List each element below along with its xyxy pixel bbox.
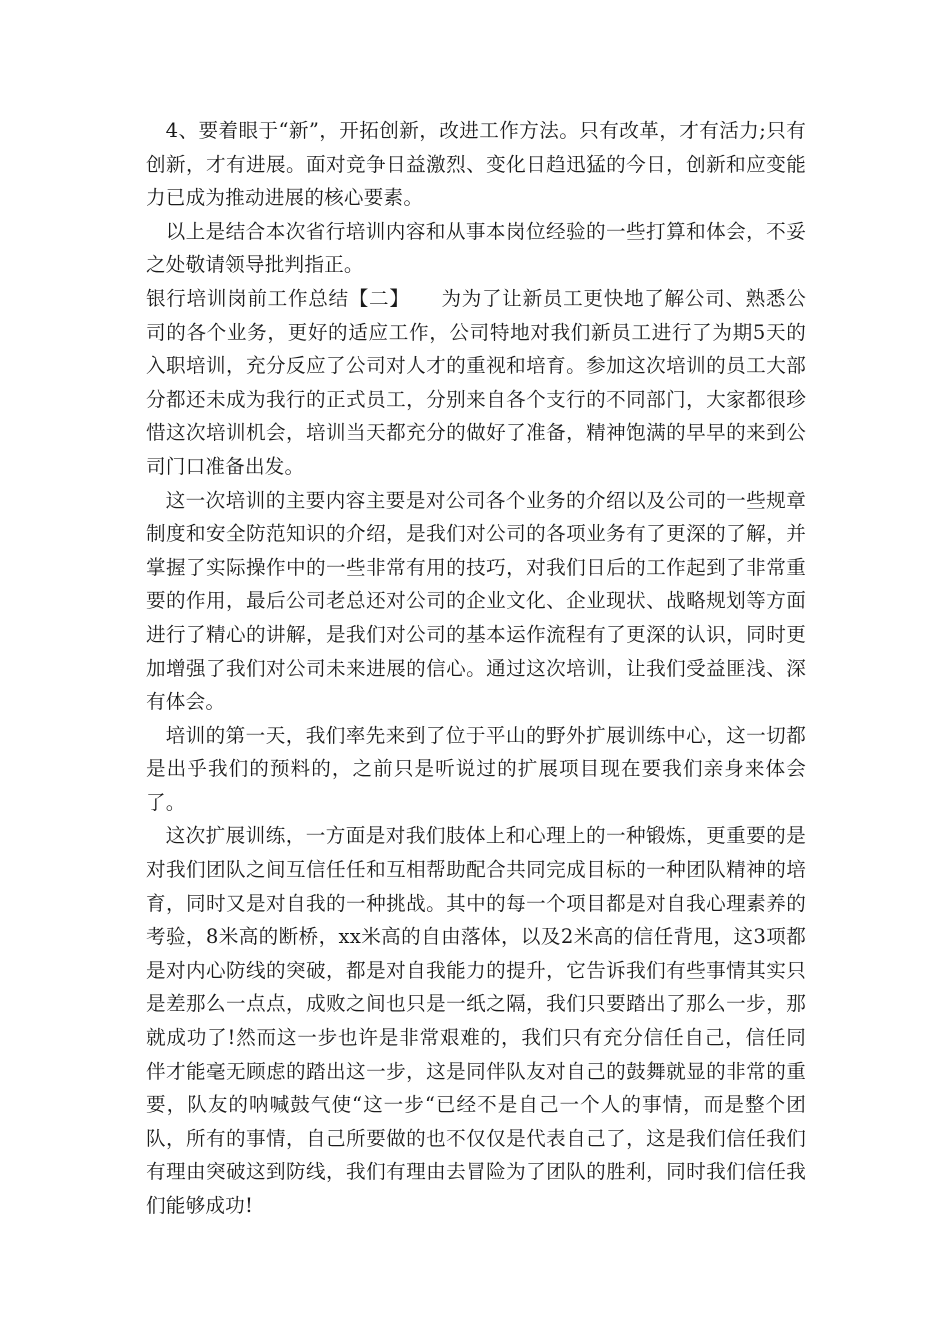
section-two-intro-text: 为为了让新员工更快地了解公司、熟悉公司的各个业务，更好的适应工作，公司特地对我们新员工进行了为期5天的入职培训，充分反应了公司对人才的重视和培育。参加这次培训的员工大部分都还未成为我行的正式员工，分别来自各个支行的不同部门，大家都很珍惜这次培训机会，培训当天都充分的做好了准备，精神饱满的早早的来到公司门口准备出发。 (146, 286, 806, 478)
section-heading: 银行培训岗前工作总结【二】 (146, 286, 410, 310)
document-body (146, 114, 806, 1223)
paragraph-training-content: 这一次培训的主要内容主要是对公司各个业务的介绍以及公司的一些规章制度和安全防范知识的介绍，是我们对公司的各项业务有了更深的了解，并掌握了实际操作中的一些非常有用的技巧，对我们日后的工作起到了非常重要的作用，最后公司老总还对公司的企业文化、企业现状、战略规划等方面进行了精心的讲解，是我们对公司的基本运作流程有了更深的认识，同时更加增强了我们对公司未来进展的信心。通过这次培训，让我们受益匪浅、深有体会。 (146, 488, 806, 714)
paragraph-innovation: 4、要着眼于“新”，开拓创新，改进工作方法。只有改革，才有活力;只有创新，才有进展。面对竞争日益激烈、变化日趋迅猛的今日，创新和应变能力已成为推动进展的核心要素。 (146, 119, 806, 210)
paragraph-conclusion: 以上是结合本次省行培训内容和从事本岗位经验的一些打算和体会，不妥之处敬请领导批判指正。 (146, 219, 806, 277)
paragraph-section-two (146, 282, 806, 484)
paragraph-first-day: 培训的第一天，我们率先来到了位于平山的野外扩展训练中心，这一切都是出乎我们的预料的，之前只是听说过的扩展项目现在要我们亲身来体会了。 (146, 723, 806, 814)
paragraph-outdoor-training: 这次扩展训练，一方面是对我们肢体上和心理上的一种锻炼，更重要的是对我们团队之间互信任任和互相帮助配合共同完成目标的一种团队精神的培育，同时又是对自我的一种挑战。其中的每一个项目都是对自我心理素养的考验，8米高的断桥，xx米高的自由落体，以及2米高的信任背甩，这3项都是对内心防线的突破，都是对自我能力的提升，它告诉我们有些事情其实只是差那么一点点，成败之间也只是一纸之隔，我们只要踏出了那么一步，那就成功了!然而这一步也许是非常艰难的，我们只有充分信任自己，信任同伴才能毫无顾虑的踏出这一步，这是同伴队友对自己的鼓舞就显的非常的重要，队友的呐喊鼓气使“这一步“已经不是自己一个人的事情，而是整个团队，所有的事情，自己所要做的也不仅仅是代表自己了，这是我们信任我们有理由突破这到防线，我们有理由去冒险为了团队的胜利，同时我们信任我们能够成功! (146, 824, 806, 1217)
